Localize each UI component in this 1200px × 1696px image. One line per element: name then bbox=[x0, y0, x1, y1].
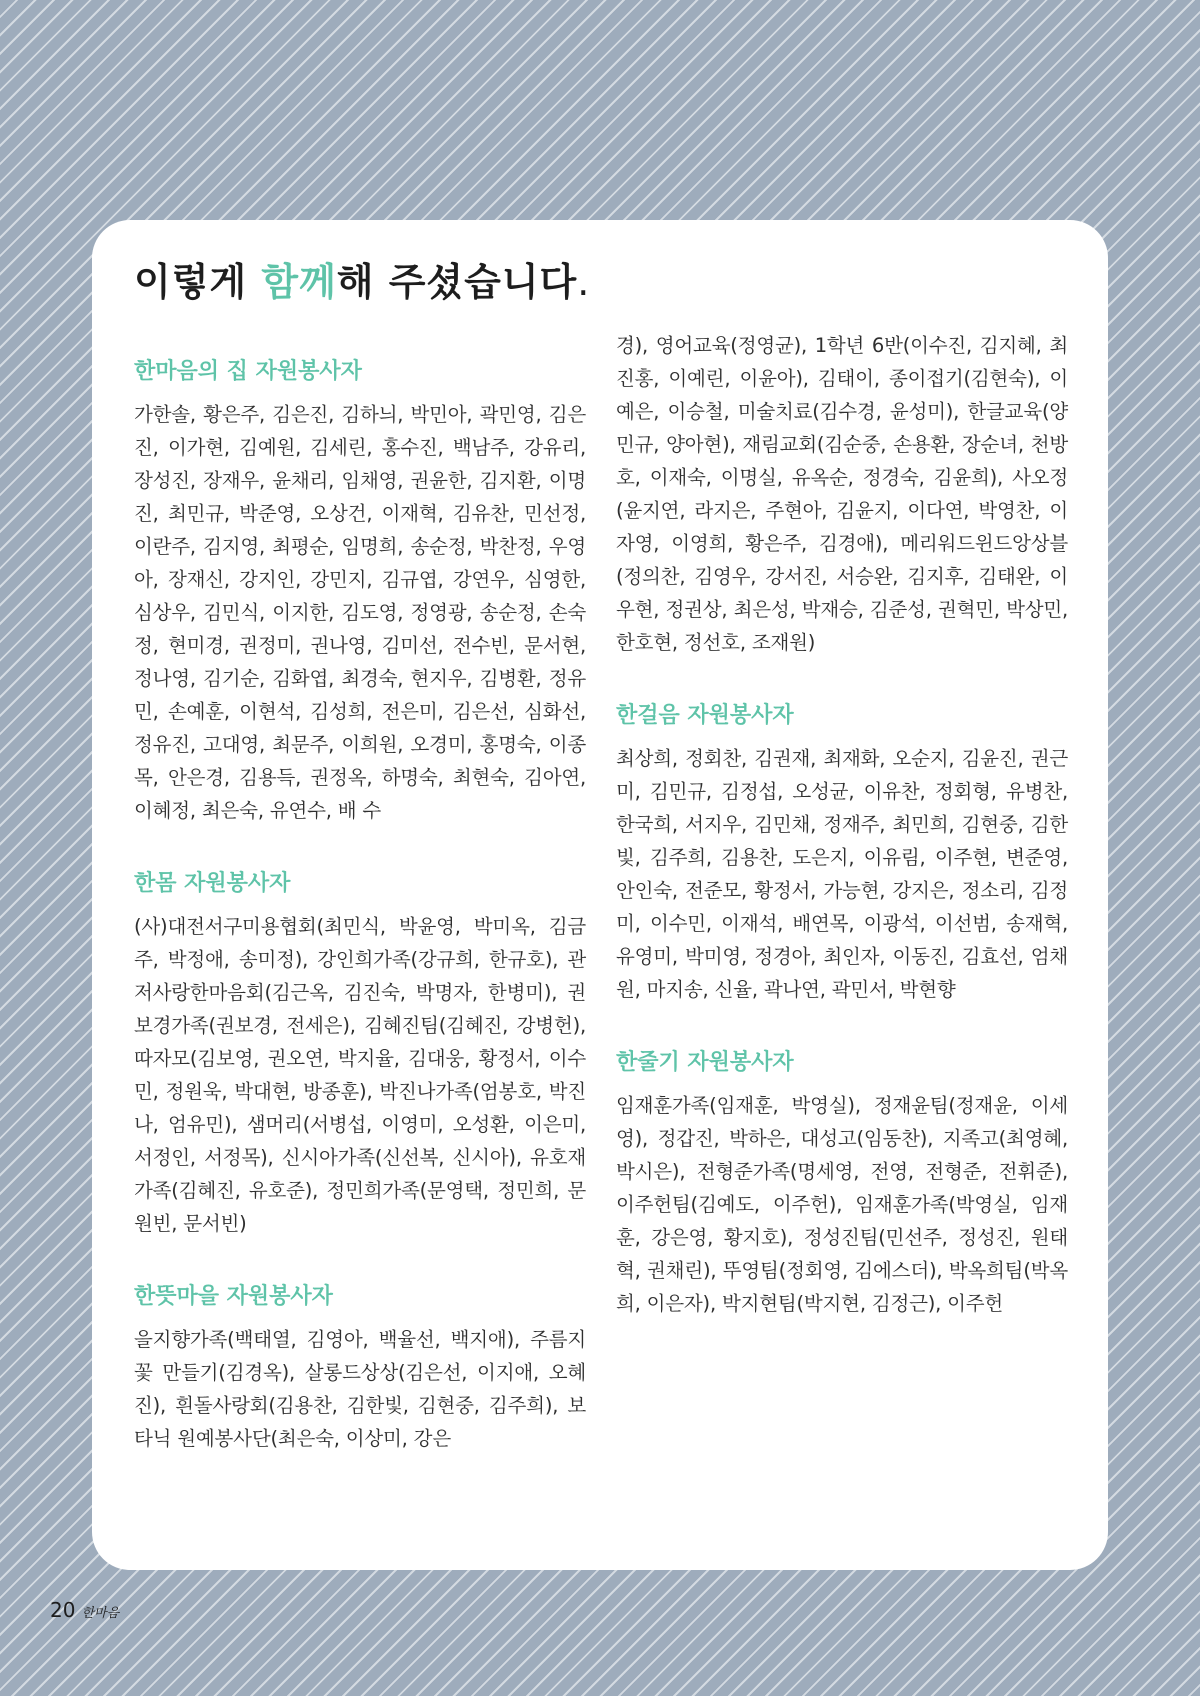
content-card bbox=[92, 220, 1108, 1570]
section-title: 한뜻마을 자원봉사자 bbox=[134, 1283, 333, 1309]
page-number: 20 bbox=[50, 1598, 76, 1622]
section-hantteut-continued bbox=[616, 329, 1068, 659]
title-pre: 이렇게 bbox=[134, 260, 262, 304]
section-body: 가한솔, 황은주, 김은진, 김하늬, 박민아, 곽민영, 김은진, 이가현, 김예원, 김세린, 홍수진, 백남주, 강유리, 장성진, 장재우, 윤채리, 임채영, 권윤한, 김지환, 이명진, 최민규, 박준영, 오상건, 이재혁, 김유찬, 민선정, 이란주, 김지영, 최평순, 임명희, 송순정, 박찬정, 우영아, 장재신, 강지인, 강민지, 김규엽, 강연우, 심영한, 심상우, 김민식, 이지한, 김도영, 정영광, 송순정, 손숙정, 현미경, 권정미, 권나영, 김미선, 전수빈, 문서현, 정나영, 김기순, 김화엽, 최경숙, 현지우, 김병환, 정유민, 손예훈, 이현석, 김성희, 전은미, 김은선, 심화선, 정유진, 고대영, 최문주, 이희원, 오경미, 홍명숙, 이종목, 안은경, 김용득, 권정옥, 하명숙, 최현숙, 김아연, 이혜정, 최은숙, 유연수, 배 수 bbox=[134, 403, 586, 823]
section-hangeoreum bbox=[616, 701, 1068, 1006]
section-hanjulgi bbox=[616, 1048, 1068, 1320]
section-body: 최상희, 정회찬, 김권재, 최재화, 오순지, 김윤진, 권근미, 김민규, 김정섭, 오성균, 이유찬, 정회형, 유병찬, 한국희, 서지우, 김민채, 정재주, 최민희, 김현중, 김한빛, 김주희, 김용찬, 도은지, 이유림, 이주현, 변준영, 안인숙, 전준모, 황정서, 가능현, 강지은, 정소리, 김정미, 이수민, 이재석, 배연목, 이광석, 이선범, 송재혁, 유영미, 박미영, 정경아, 최인자, 이동진, 김효선, 엄채원, 마지송, 신율, 곽나연, 곽민서, 박현향 bbox=[616, 747, 1068, 1002]
section-title: 한줄기 자원봉사자 bbox=[616, 1050, 794, 1076]
right-column bbox=[616, 329, 1068, 1496]
title-highlight: 함께 bbox=[261, 260, 337, 304]
title-post: 해 주셨습니다 bbox=[336, 260, 578, 304]
section-body: 을지향가족(백태열, 김영아, 백율선, 백지애), 주름지꽃 만들기(김경옥), 살롱드상상(김은선, 이지애, 오혜진), 흰돌사랑회(김용찬, 김한빛, 김현중, 김주희), 보타닉 원예봉사단(최은숙, 이상미, 강은 bbox=[134, 1327, 586, 1450]
section-hantteut bbox=[134, 1282, 586, 1455]
title-dot: . bbox=[577, 260, 591, 304]
section-body-continued: 경), 영어교육(정영균), 1학년 6반(이수진, 김지혜, 최진홍, 이예린, 이윤아), 김태이, 종이접기(김현숙), 이예은, 이승철, 미술치료(김수경, 윤성미), 한글교육(양민규, 양아현), 재림교회(김순중, 손용환, 장순녀, 천방호, 이재숙, 이명실, 유옥순, 정경숙, 김윤희), 사오정(윤지연, 라지은, 주현아, 김윤지, 이다연, 박영찬, 이자영, 이영희, 황은주, 김경애), 메리워드윈드앙상블(정의찬, 김영우, 강서진, 서승완, 김지후, 김태완, 이우현, 정권상, 최은성, 박재승, 김준성, 권혁민, 박상민, 한호현, 정선호, 조재원) bbox=[616, 334, 1068, 655]
left-column bbox=[134, 357, 586, 1496]
page-title bbox=[134, 258, 1068, 307]
section-title: 한몸 자원봉사자 bbox=[134, 871, 291, 897]
page-footer bbox=[50, 1598, 119, 1622]
brand-logo: 한마음 bbox=[81, 1606, 120, 1621]
section-body: (사)대전서구미용협회(최민식, 박윤영, 박미옥, 김금주, 박정애, 송미정), 강인희가족(강규희, 한규호), 관저사랑한마음회(김근옥, 김진숙, 박명자, 한병미), 권보경가족(권보경, 전세은), 김혜진팀(김혜진, 강병헌), 따자모(김보영, 권오연, 박지율, 김대웅, 황정서, 이수민, 정원욱, 박대현, 방종훈), 박진나가족(엄봉호, 박진나, 엄유민), 샘머리(서병섭, 이영미, 오성환, 이은미, 서정인, 서정목), 신시아가족(신선복, 신시아), 유호재가족(김혜진, 유호준), 정민희가족(문영택, 정민희, 문원빈, 문서빈) bbox=[134, 914, 586, 1235]
section-title: 한걸음 자원봉사자 bbox=[616, 703, 794, 729]
section-title: 한마음의 집 자원봉사자 bbox=[134, 359, 362, 385]
section-hanmaeum bbox=[134, 357, 586, 827]
section-hanmom bbox=[134, 869, 586, 1240]
two-column-layout bbox=[134, 334, 1068, 1496]
section-body: 임재훈가족(임재훈, 박영실), 정재윤팀(정재윤, 이세영), 정갑진, 박하은, 대성고(임동찬), 지족고(최영혜, 박시은), 전형준가족(명세영, 전영, 전형준, 전휘준), 이주헌팀(김예도, 이주헌), 임재훈가족(박영실, 임재훈, 강은영, 황지호), 정성진팀(민선주, 정성진, 원태혁, 권채린), 뚜영팀(정회영, 김에스더), 박옥희팀(박옥희, 이은자), 박지현팀(박지현, 김정근), 이주헌 bbox=[616, 1093, 1068, 1315]
